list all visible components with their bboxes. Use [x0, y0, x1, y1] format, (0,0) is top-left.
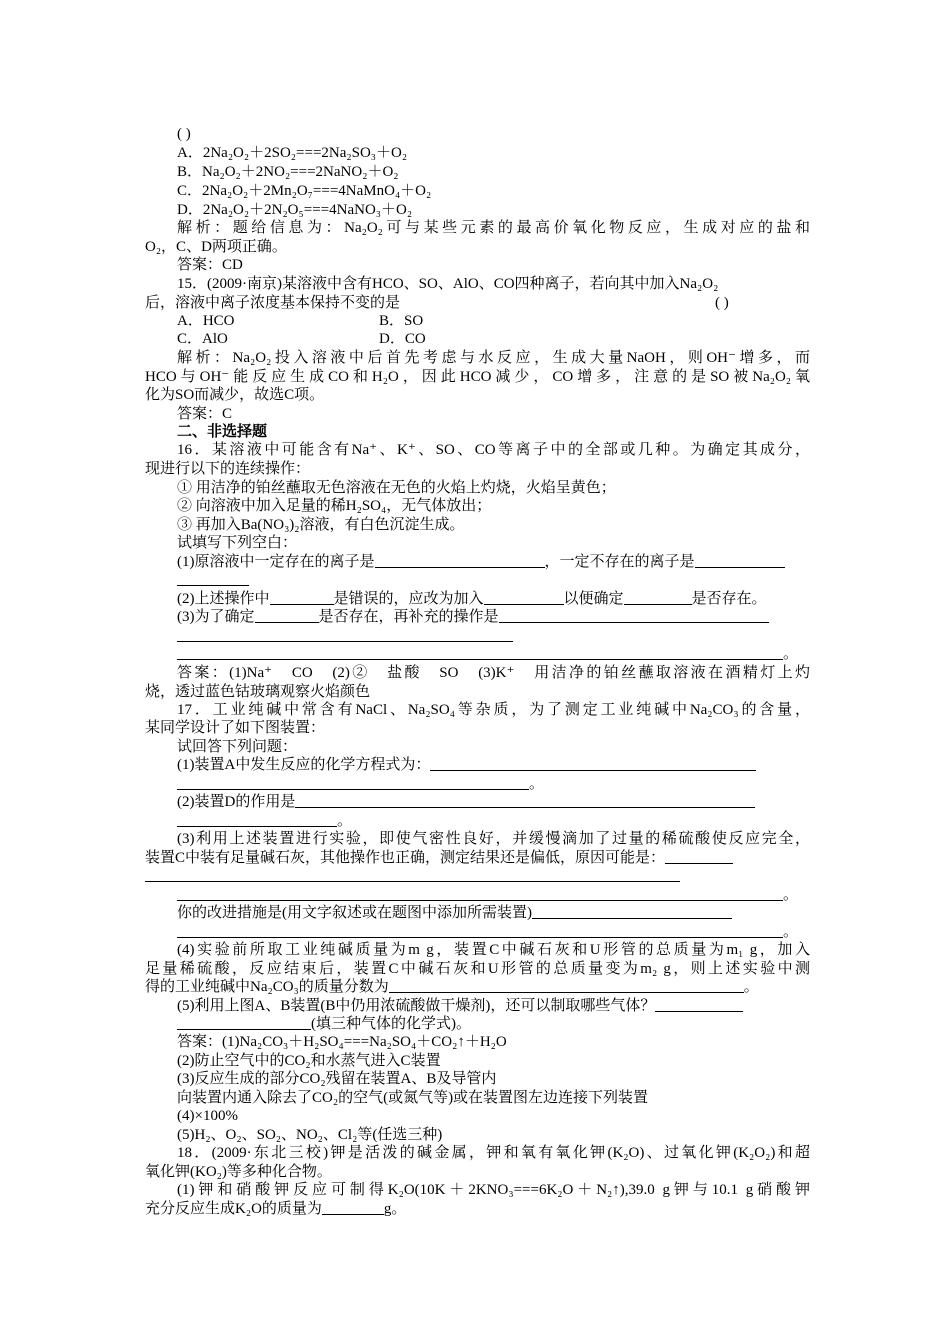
q16-stem: 16．某溶液中可能含有Na⁺、K⁺、SO、CO等离子中的全部或几种。为确定其成分，	[177, 442, 810, 458]
q17-part1	[177, 756, 810, 775]
q15-answer: 答案：C	[177, 406, 233, 422]
answer-blank[interactable]	[655, 997, 743, 1012]
q17-part1-cont	[177, 775, 810, 794]
answer-blank[interactable]	[499, 608, 769, 623]
q17-improvement-cont	[177, 923, 810, 942]
q17-part1-text: (1)装置A中发生反应的化学方程式为：	[177, 757, 431, 773]
q18-text: 钾是活泼的碱金属，钾和氧有氧化钾(K₂O)、过氧化钾(K₂O₂)和超	[328, 1145, 810, 1161]
q17-part5-text2: (填三种气体的化学式)。	[311, 1016, 471, 1032]
q16-part3-cont	[177, 627, 810, 646]
answer-blank[interactable]	[177, 812, 337, 827]
q17-answer-2: (2)防止空气中的CO₂和水蒸气进入C装置	[177, 1053, 441, 1069]
q16-part1	[177, 553, 810, 572]
q16-part3-text2: 是否存在，再补充的操作是	[318, 609, 499, 625]
q18-part1-cont	[145, 1200, 810, 1219]
q17-answer-4: (4)×100%	[177, 1108, 238, 1124]
q17-answer-3: (3)反应生成的部分CO₂残留在装置A、B及导管内	[177, 1071, 497, 1087]
q17-part2-cont	[177, 812, 810, 831]
period: 。	[783, 646, 799, 662]
q15-analysis: 解析：Na₂O₂投入溶液中后首先考虑与水反应，生成大量NaOH，则OH⁻增多，而	[177, 350, 810, 366]
q15-stem	[177, 275, 810, 294]
q15-analysis-end: 化为SO而减少，故选C项。	[145, 387, 325, 403]
q16-stem-cont: 现进行以下的连续操作：	[145, 461, 311, 477]
q15-answer-paren: ( )	[715, 295, 729, 311]
q16-part1-text: (1)原溶液中一定存在的离子是	[177, 554, 375, 570]
q15-option-b: B．SO	[379, 313, 424, 329]
q17-part5-cont	[177, 1015, 810, 1034]
answer-blank[interactable]	[177, 627, 513, 642]
q16-part1-text2: ，一定不存在的离子是	[544, 554, 695, 570]
q17-part4-cont: 足量稀硫酸，反应结束后，装置C中碱石灰和U形管的总质量变为m₂ g，则上述实验中测	[145, 961, 810, 977]
q16-fill-instruction: 试填写下列空白：	[177, 535, 298, 551]
q16-part2-text4: 是否存在。	[691, 591, 767, 607]
q17-part3: (3)利用上述装置进行实验，即使气密性良好，并缓慢滴加了过量的稀硫酸使反应完全，	[177, 831, 810, 847]
q16-part2-text: (2)上述操作中	[177, 591, 270, 607]
q17-answer-3b: 向装置内通入除去了CO₂的空气(或氮气等)或在装置图左边连接下列装置	[177, 1090, 649, 1106]
q17-part5	[177, 997, 810, 1016]
q18-stem-cont: 氧化钾(KO₂)等多种化合物。	[145, 1164, 332, 1180]
q16-answer: 答案：(1)Na⁺ CO (2)② 盐酸 SO (3)K⁺ 用洁净的铂丝蘸取溶液在酒精灯上灼	[177, 665, 810, 681]
q14-option-b: B．Na₂O₂＋2NO₂===2NaNO₂＋O₂	[177, 164, 399, 180]
answer-blank[interactable]	[665, 849, 733, 864]
q15-options-cd	[177, 330, 810, 349]
q17-part4-end	[145, 978, 810, 997]
q18-number: 18．	[177, 1145, 212, 1161]
q17-stem: 17．工业纯碱中常含有NaCl、Na₂SO₄等杂质，为了测定工业纯碱中Na₂CO₃的含量，	[177, 702, 810, 718]
q15-options-ab	[177, 312, 810, 331]
q17-ask: 试回答下列问题：	[177, 739, 298, 755]
q17-part2	[177, 793, 810, 812]
q16-part1-cont	[177, 571, 810, 590]
q14-analysis: 解析：题给信息为：Na₂O₂可与某些元素的最高价氧化物反应，生成对应的盐和	[177, 220, 810, 236]
q16-answer-cont: 烧，透过蓝色钴玻璃观察火焰颜色	[145, 684, 371, 700]
answer-blank[interactable]	[255, 608, 319, 623]
answer-blank[interactable]	[389, 978, 744, 993]
period: 。	[743, 979, 759, 995]
answer-blank[interactable]	[484, 590, 564, 605]
period: 。	[337, 813, 353, 829]
answer-blank[interactable]	[624, 590, 692, 605]
q17-answer-5: (5)H₂、O₂、SO₂、NO₂、Cl₂等(任选三种)	[177, 1127, 443, 1143]
q15-source: (2009·南京)	[207, 276, 283, 292]
q17-part3-text: 装置C中装有足量碱石灰，其他操作也正确，测定结果还是偏低，原因可能是：	[145, 850, 666, 866]
q18-part1: (1)钾和硝酸钾反应可制得K₂O(10K＋2KNO₃===6K₂O＋N₂↑),39.0 g钾与10.1 g硝酸钾	[177, 1182, 810, 1198]
q18-stem	[177, 1144, 810, 1163]
answer-blank[interactable]	[430, 756, 756, 771]
answer-blank[interactable]	[177, 645, 783, 660]
q18-part1-unit: g。	[383, 1201, 407, 1217]
q17-answer-1: 答案：(1)Na₂CO₃＋H₂SO₄===Na₂SO₄＋CO₂↑＋H₂O	[177, 1034, 507, 1050]
answer-blank[interactable]	[270, 590, 334, 605]
q16-operation-1: ① 用洁净的铂丝蘸取无色溶液在无色的火焰上灼烧，火焰呈黄色；	[177, 480, 616, 496]
q18-part1-text: 充分反应生成K₂O的质量为	[145, 1201, 322, 1217]
answer-blank[interactable]	[177, 923, 783, 938]
q15-analysis-cont: HCO与OH⁻能反应生成CO和H₂O，因此HCO减少，CO增多，注意的是SO被Na₂O₂氧	[145, 369, 810, 385]
q17-part5-text: (5)利用上图A、B装置(B中仍用浓硫酸做干燥剂)，还可以制取哪些气体？	[177, 998, 656, 1014]
q15-option-c: C．AlO	[177, 331, 228, 347]
answer-blank[interactable]	[695, 553, 785, 568]
q16-part3	[177, 608, 810, 627]
q14-option-c: C．2Na₂O₂＋2Mn₂O₇===4NaMnO₄＋O₂	[177, 183, 432, 199]
answer-blank[interactable]	[375, 553, 545, 568]
q16-part2-text3: 以便确定	[563, 591, 624, 607]
period: 。	[783, 924, 799, 940]
q15-option-a: A．HCO	[177, 313, 235, 329]
q17-part3-blank	[145, 867, 810, 886]
q16-part2-text2: 是错误的，应改为加入	[333, 591, 484, 607]
q15-option-d: D．CO	[379, 331, 426, 347]
section-heading: 二、非选择题	[177, 424, 268, 440]
q16-operation-3: ③ 再加入Ba(NO₃)₂溶液，有白色沉淀生成。	[177, 517, 465, 533]
q17-part4: (4)实验前所取工业纯碱质量为m g，装置C中碱石灰和U形管的总质量为m₁ g，加入	[177, 942, 810, 958]
period: 。	[529, 776, 545, 792]
q16-part3-end	[177, 645, 810, 664]
q17-stem-cont: 某同学设计了如下图装置：	[145, 720, 326, 736]
answer-blank[interactable]	[177, 1015, 311, 1030]
q16-part2	[177, 590, 810, 609]
q17-part3-blank2	[177, 886, 810, 905]
answer-blank[interactable]	[532, 904, 732, 919]
answer-blank[interactable]	[177, 886, 783, 901]
answer-blank[interactable]	[322, 1200, 384, 1215]
q14-option-a: A．2Na₂O₂＋2SO₂===2Na₂SO₃＋O₂	[177, 145, 408, 161]
q15-number: 15．	[177, 276, 208, 292]
q14-option-d: D．2Na₂O₂＋2N₂O₅===4NaNO₃＋O₂	[177, 202, 413, 218]
answer-blank[interactable]	[177, 571, 249, 586]
answer-blank[interactable]	[295, 793, 755, 808]
q15-stem-text: 后，溶液中离子浓度基本保持不变的是	[145, 295, 401, 311]
q17-part2-text: (2)装置D的作用是	[177, 794, 296, 810]
period: 。	[783, 887, 799, 903]
q16-operation-2: ② 向溶液中加入足量的稀H₂SO₄，无气体放出；	[177, 498, 492, 514]
q14-answer-paren: ( )	[177, 126, 191, 142]
q17-improvement	[177, 904, 810, 923]
answer-blank[interactable]	[145, 867, 680, 882]
q14-analysis-cont: O₂，C、D两项正确。	[145, 239, 287, 255]
q16-part3-text: (3)为了确定	[177, 609, 255, 625]
q18-source: (2009·东北三校)	[211, 1145, 329, 1161]
q17-improvement-text: 你的改进措施是(用文字叙述或在题图中添加所需装置)	[177, 905, 532, 921]
q14-answer: 答案：CD	[177, 257, 243, 273]
q15-stem-cont	[145, 294, 810, 313]
q15-text: 某溶液中含有HCO、SO、AlO、CO四种离子，若向其中加入Na₂O₂	[282, 276, 719, 292]
q17-part3-cont	[145, 849, 810, 868]
answer-blank[interactable]	[177, 775, 529, 790]
q17-part4-text: 得的工业纯碱中Na₂CO₃的质量分数为	[145, 979, 389, 995]
